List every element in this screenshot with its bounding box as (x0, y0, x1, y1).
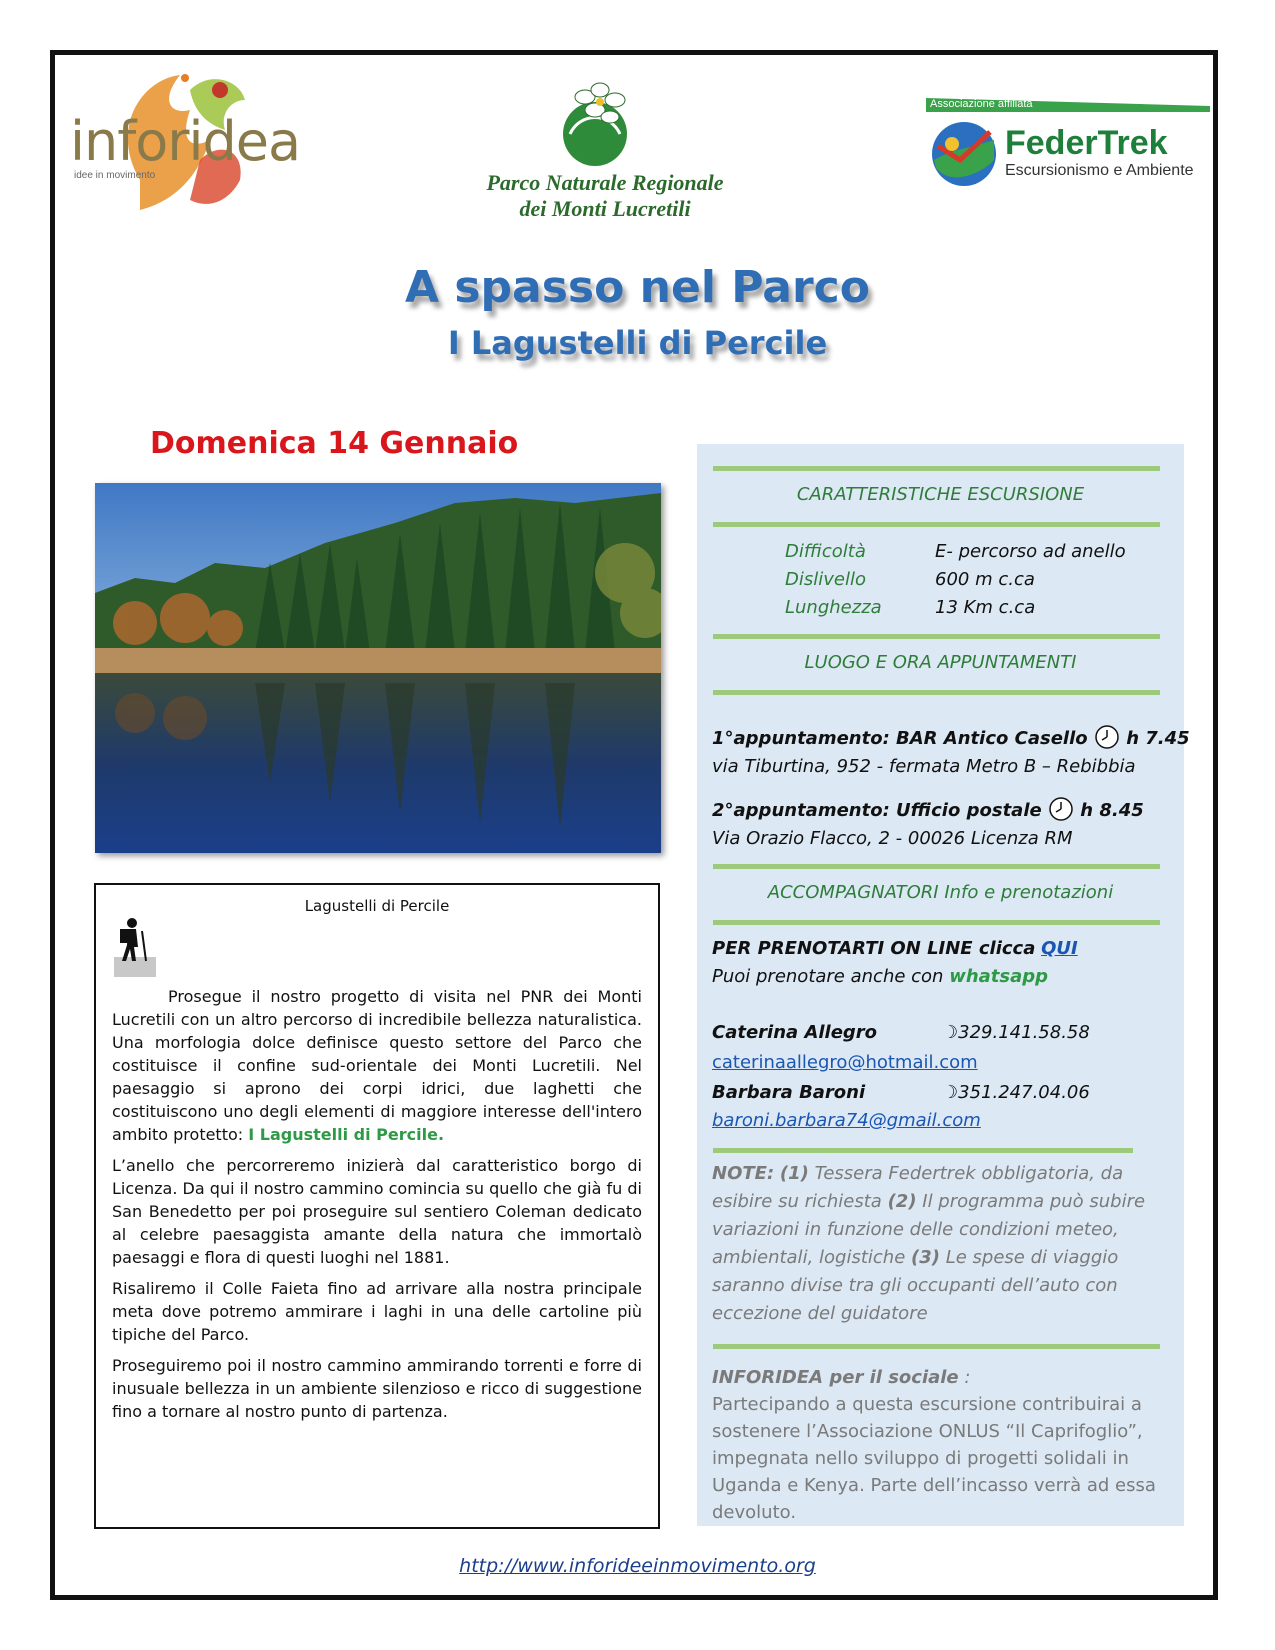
description-caption: Lagustelli di Percile (304, 897, 450, 915)
info-panel (697, 444, 1190, 1526)
characteristic-key: Dislivello (785, 569, 866, 590)
note-2-marker: (2) (887, 1191, 917, 1212)
note-2-text: Il programma può subire variazioni in funzione delle condizioni meteo, ambientali, logistiche (712, 1191, 1146, 1268)
description-p1-text: Prosegue il nostro progetto di visita nel PNR dei Monti Lucretili con un altro percorso di incredibile bellezza naturalistica. Una morfologia dolce definisce questo settore del Parco che costituisce il confine sud-orientale dei Monti Lucretili. Nel paesaggio si aprono dei corpi idrici, due laghetti che costituiscono uno degli elementi di maggiore interesse dell'intero ambito protetto: (112, 987, 642, 1144)
social-heading-colon: : (958, 1367, 971, 1388)
guide-1-phone-number: 329.141.58.58 (958, 1022, 1090, 1043)
note-1-text: Tessera Federtrek obbligatoria, da esibire su richiesta (712, 1163, 1124, 1212)
characteristic-row (785, 566, 1035, 594)
characteristic-value: 13 Km c.ca (935, 597, 1036, 618)
characteristic-key: Lunghezza (785, 597, 882, 618)
note-3-marker: (3) (910, 1247, 940, 1268)
book-online-link[interactable]: QUI (1041, 938, 1078, 959)
guide-1-phone (942, 1022, 1090, 1043)
guide-2-name: Barbara Baroni (712, 1082, 866, 1103)
clock-icon (1094, 724, 1120, 750)
parco-name-line2: dei Monti Lucretili (519, 196, 691, 221)
description-paragraph-2: L’anello che percorreremo inizierà dal caratteristico borgo di Licenza. Da qui il nostro cammino comincia su quello che già fu di San Benedetto per poi proseguire sul sentiero Coleman dedicato al celebre paesaggista amante della natura che immortalò paesaggi e flora di questi luoghi nel 1881. (112, 1156, 642, 1267)
page-title: A spasso nel Parco (404, 262, 870, 313)
inforidea-wordmark: inforidea (70, 110, 301, 173)
phone-icon: ☽ (942, 1082, 959, 1103)
description-text (112, 957, 642, 1431)
guide-2-phone (942, 1082, 1090, 1103)
social-text: Partecipando a questa escursione contribuirai a sostenere l’Associazione ONLUS “Il Caprifoglio”, impegnata nello sviluppo di progetti solidali in Uganda e Kenya. Parte dell’incasso verrà ad essa devoluto. (712, 1394, 1156, 1523)
divider-line (713, 522, 1160, 527)
inforidea-tagline: idee in movimento (74, 170, 156, 181)
description-paragraph-1 (112, 985, 642, 1146)
book-online-text: PER PRENOTARTI ON LINE clicca (712, 938, 1036, 959)
guide-2-email-link[interactable]: baroni.barbara74@gmail.com (712, 1110, 981, 1131)
book-whatsapp-text: Puoi prenotare anche con (712, 966, 944, 987)
guide-1 (712, 1022, 1172, 1043)
meeting-1 (712, 724, 1190, 750)
description-paragraph-4: Proseguiremo poi il nostro cammino ammirando torrenti e forre di inusuale bellezza in un ambiente silenzioso e ricco di suggestione fino a tornare al nostro punto di partenza. (112, 1356, 642, 1421)
notes (712, 1160, 1172, 1328)
whatsapp-link[interactable]: whatsapp (949, 966, 1049, 987)
characteristic-row (785, 594, 1035, 622)
characteristic-key: Difficoltà (785, 541, 866, 562)
federtrek-subtitle: Escursionismo e Ambiente (1005, 162, 1194, 179)
book-online (712, 938, 1078, 959)
guide-1-email (712, 1052, 978, 1073)
meeting-1-address: via Tiburtina, 952 - fermata Metro B – Rebibbia (712, 756, 1136, 777)
social-section (712, 1364, 1172, 1526)
guide-2 (712, 1082, 1172, 1103)
divider-line (713, 920, 1160, 925)
meeting-1-time: h 7.45 (1126, 728, 1190, 749)
guides-heading: ACCOMPAGNATORI Info e prenotazioni (767, 882, 1114, 903)
characteristic-value: E- percorso ad anello (935, 541, 1126, 562)
divider-line (713, 466, 1160, 471)
divider-line (713, 690, 1160, 695)
federtrek-icon (930, 120, 998, 188)
social-heading-text: INFORIDEA per il sociale (712, 1367, 959, 1388)
characteristic-row (785, 538, 1126, 566)
characteristics-heading: CARATTERISTICHE ESCURSIONE (796, 484, 1085, 505)
book-whatsapp (712, 966, 1048, 987)
description-box (94, 883, 660, 1529)
social-heading (712, 1364, 1172, 1391)
website-link[interactable]: http://www.inforideeinmovimento.org (459, 1555, 816, 1577)
clock-icon (1048, 796, 1074, 822)
description-paragraph-3: Risaliremo il Colle Faieta fino ad arrivare alla nostra principale meta dove potremo ammirare i laghi in una delle cartoline più tipiche del Parco. (112, 1279, 642, 1344)
meeting-2-label: 2°appuntamento: Ufficio postale (712, 800, 1042, 821)
divider-line (713, 1344, 1160, 1349)
federtrek-name: FederTrek (1005, 124, 1168, 162)
characteristic-value: 600 m c.ca (935, 569, 1035, 590)
note-3-text: Le spese di viaggio saranno divise tra gli occupanti dell’auto con eccezione del guidatore (712, 1247, 1119, 1324)
phone-icon: ☽ (942, 1022, 959, 1043)
divider-line (713, 1148, 1133, 1153)
meeting-1-label: 1°appuntamento: BAR Antico Casello (712, 728, 1088, 749)
lagustelli-highlight: I Lagustelli di Percile. (248, 1125, 445, 1144)
meeting-heading: LUOGO E ORA APPUNTAMENTI (804, 652, 1077, 673)
divider-line (713, 634, 1160, 639)
parco-flower-logo (540, 72, 660, 172)
notes-label: NOTE: (712, 1163, 775, 1184)
parco-name-line1: Parco Naturale Regionale (486, 170, 724, 195)
note-1-marker: (1) (779, 1163, 809, 1184)
federtrek-badge-text: Associazione affiliata (930, 98, 1033, 110)
guide-2-email (712, 1110, 981, 1131)
guide-1-email-link[interactable]: caterinaallegro@hotmail.com (712, 1052, 978, 1073)
guide-1-name: Caterina Allegro (712, 1022, 878, 1043)
inforidea-logo (70, 70, 340, 220)
page-subtitle: I Lagustelli di Percile (447, 324, 828, 362)
meeting-2 (712, 796, 1144, 822)
meeting-2-address: Via Orazio Flacco, 2 - 00026 Licenza RM (712, 828, 1073, 849)
divider-line (713, 864, 1160, 869)
parco-name (430, 170, 780, 222)
lake-photo (95, 483, 661, 853)
event-date: Domenica 14 Gennaio (150, 426, 519, 461)
guide-2-phone-number: 351.247.04.06 (958, 1082, 1090, 1103)
meeting-2-time: h 8.45 (1080, 800, 1144, 821)
